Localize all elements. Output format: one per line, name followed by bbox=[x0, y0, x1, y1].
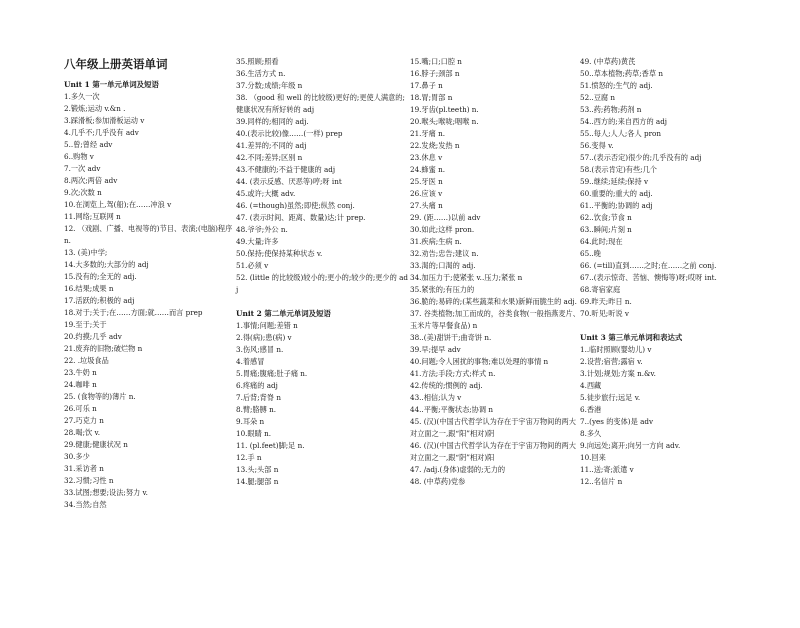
vocab-entry: 11.网络;互联网 n bbox=[64, 212, 121, 221]
vocab-entry: 50..草本植物;药草;香草 n bbox=[580, 69, 663, 78]
vocab-entry: 8.两次;两倍 adv bbox=[64, 176, 118, 185]
vocab-entry: 30.多少 bbox=[64, 452, 90, 461]
vocab-entry: 44. (表示反感、厌恶等)哼;呀 int bbox=[236, 177, 342, 186]
vocab-entry: 13. (美)中学; bbox=[64, 248, 108, 257]
vocab-entry: 43.不健康的;不益于健康的 adj bbox=[236, 165, 336, 174]
vocab-entry: 7..(yes 的变体)是 adv bbox=[580, 417, 654, 426]
vocab-entry: 21.牙痛 n. bbox=[410, 129, 446, 138]
vocab-entry: 40.(表示比较)像……(一样) prep bbox=[236, 129, 343, 138]
vocab-entry: 56.变得 v. bbox=[580, 141, 614, 150]
vocab-entry: 64.此时;现在 bbox=[580, 237, 623, 246]
vocab-entry: 31.疾病;生病 n. bbox=[410, 237, 462, 246]
vocab-entry: 2.设营;宿营;露宿 v. bbox=[580, 357, 643, 366]
vocab-entry: 16.脖子;颈部 n bbox=[410, 69, 460, 78]
vocab-entry: 36.脆的;易碎的;(某些蔬菜和水果)新鲜而脆生的 adj. bbox=[410, 297, 577, 306]
vocab-entry: 5..曾;曾经 adv bbox=[64, 140, 113, 149]
unit-heading: Unit 3 第三单元单词和表达式 bbox=[580, 333, 683, 342]
unit-heading: Unit 1 第一单元单词及短语 bbox=[64, 80, 159, 89]
vocab-entry: 8.多久 bbox=[580, 429, 602, 438]
column-1 bbox=[64, 52, 236, 511]
vocab-entry: 3.计划;规划;方案 n.&v. bbox=[580, 369, 656, 378]
vocab-entry: 5.胃痛;腹痛;肚子痛 n. bbox=[236, 369, 308, 378]
vocab-entry: 2.锻炼;运动 v.&n . bbox=[64, 104, 126, 113]
vocab-entry: 52. (little 的比较级)较小的;更小的;较少的;更少的 adj bbox=[236, 273, 408, 294]
vocab-entry: 41.差异的;不同的 adj bbox=[236, 141, 307, 150]
column-3 bbox=[410, 56, 582, 488]
vocab-entry: 29. (距……)以前 adv bbox=[410, 213, 481, 222]
vocab-entry: 66. (=till)直到……之时;在……之前 conj. bbox=[580, 261, 717, 270]
vocab-entry: 20.喉头;喉咙;咽喉 n. bbox=[410, 117, 479, 126]
vocab-entry: 6.香港 bbox=[580, 405, 602, 414]
document-title: 八年级上册英语单词 bbox=[64, 57, 168, 71]
vocab-entry: 12. （戏剧、广播、电视等的)节目、表演;(电脑)程序 n. bbox=[64, 224, 233, 245]
vocab-entry: 7.后背;背脊 n bbox=[236, 393, 281, 402]
vocab-entry: 48. (中草药)党参 bbox=[410, 477, 466, 486]
vocab-entry: 51.愤怒的;生气的 adj. bbox=[580, 81, 653, 90]
vocab-entry: 37.分数;成绩;年级 n bbox=[236, 81, 303, 90]
vocab-entry: 3.伤风;感冒 n. bbox=[236, 345, 284, 354]
vocab-entry: 27.头痛 n bbox=[410, 201, 443, 210]
vocab-entry: 65..晚 bbox=[580, 249, 601, 258]
vocab-entry: 47. (表示时间、距离、数量)达;计 prep. bbox=[236, 213, 366, 222]
column-2 bbox=[236, 56, 408, 488]
vocab-entry: 10.在浏览上,驾(船);在……冲浪 v bbox=[64, 200, 172, 209]
vocab-entry: 38. （good 和 well 的比较级)更好的;更使人满意的;健康状况有所好转的 adj bbox=[236, 93, 405, 114]
vocab-entry: 46. (汉)(中国古代哲学认为存在于宇宙万物间的两大对立面之一,跟“阴”相对)阳 bbox=[410, 441, 576, 462]
vocab-entry: 10.回来 bbox=[580, 453, 606, 462]
vocab-entry: 16.结果;成果 n bbox=[64, 284, 114, 293]
vocab-entry: 24.咖啡 n bbox=[64, 380, 97, 389]
vocab-entry: 6..购物 v bbox=[64, 152, 94, 161]
vocab-entry: 32.劝告;忠告;建议 n. bbox=[410, 249, 479, 258]
vocab-entry: 14.大多数的;大部分的 adj bbox=[64, 260, 149, 269]
vocab-entry: 46. (=though)虽然;即使;纵然 conj. bbox=[236, 201, 355, 210]
vocab-entry: 38..(美)甜饼干;曲奇饼 n. bbox=[410, 333, 492, 342]
vocab-entry: 48.爷爷;外公 n. bbox=[236, 225, 288, 234]
vocab-entry: 30.如此;这样 pron. bbox=[410, 225, 475, 234]
vocab-entry: 69.昨天;昨日 n. bbox=[580, 297, 632, 306]
vocab-entry: 40.问题;令人困扰的事物;难以处理的事情 n bbox=[410, 357, 549, 366]
vocab-entry: 55..每人;人人;各人 pron bbox=[580, 129, 661, 138]
vocab-entry: 51.必须 v bbox=[236, 261, 269, 270]
vocab-entry: 9.耳朵 n bbox=[236, 417, 265, 426]
vocab-entry: 62..饮食;节食 n bbox=[580, 213, 632, 222]
vocab-entry: 19.至于;关于 bbox=[64, 320, 107, 329]
vocab-entry: 63..瞬间;片刻 n bbox=[580, 225, 632, 234]
vocab-entry: 35.照顾;照看 bbox=[236, 57, 279, 66]
vocab-entry: 44..平衡;平衡状态;协调 n bbox=[410, 405, 493, 414]
vocab-entry: 42.传统的;惯例的 adj. bbox=[410, 381, 483, 390]
vocab-entry: 34.当然;自然 bbox=[64, 500, 107, 509]
vocab-entry: 11. (pl.feet)脚;足 n. bbox=[236, 441, 305, 450]
vocab-entry: 22. .垃圾食品 bbox=[64, 356, 109, 365]
vocab-entry: 13.头;头部 n bbox=[236, 465, 279, 474]
vocab-entry: 5.徒步旅行;远足 v. bbox=[580, 393, 641, 402]
vocab-entry: 22.发烧;发热 n bbox=[410, 141, 460, 150]
vocab-entry: 26.应该 v bbox=[410, 189, 443, 198]
vocab-entry: 47. /adj.(身体)虚弱的;无力的 bbox=[410, 465, 506, 474]
column-4 bbox=[580, 56, 752, 488]
vocab-entry: 29.健康;健康状况 n bbox=[64, 440, 128, 449]
vocab-entry: 12..名信片 n bbox=[580, 477, 623, 486]
vocab-entry: 52..豆腐 n bbox=[580, 93, 616, 102]
vocab-entry: 9.向远处;离开;向另一方向 adv. bbox=[580, 441, 681, 450]
vocab-entry: 15.嘴;口;口腔 n bbox=[410, 57, 462, 66]
vocab-entry: 11..送;寄;派遣 v bbox=[580, 465, 634, 474]
vocab-entry: 14.腿;腿部 n bbox=[236, 477, 279, 486]
vocab-entry: 10.眼睛 n. bbox=[236, 429, 272, 438]
vocab-entry: 43..相信;认为 v bbox=[410, 393, 462, 402]
vocab-entry: 4.着感冒 bbox=[236, 357, 265, 366]
vocab-entry: 25. (食物等的)薄片 n. bbox=[64, 392, 136, 401]
vocab-entry: 59..继续;延续;保持 v bbox=[580, 177, 649, 186]
vocab-entry: 2.得(病);患(病) v bbox=[236, 333, 292, 342]
vocab-entry: 39.同样的;相同的 adj. bbox=[236, 117, 309, 126]
vocab-entry: 33.渴的;口渴的 adj. bbox=[410, 261, 476, 270]
vocab-entry: 61..平衡的;协调的 adj bbox=[580, 201, 653, 210]
vocab-entry: 42.不同;差异;区别 n bbox=[236, 153, 303, 162]
vocab-entry: 49.大量;许多 bbox=[236, 237, 279, 246]
vocab-entry: 9.次;次数 n bbox=[64, 188, 102, 197]
vocab-entry: 70.听见;听说 v bbox=[580, 309, 629, 318]
vocab-entry: 32.习惯;习性 n bbox=[64, 476, 114, 485]
vocab-entry: 7.一次 adv bbox=[64, 164, 101, 173]
vocab-entry: 8.臂;胳膊 n. bbox=[236, 405, 277, 414]
vocab-entry: 26.可乐 n bbox=[64, 404, 97, 413]
vocab-entry: 28.喝;饮 v. bbox=[64, 428, 101, 437]
vocab-entry: 17.鼻子 n bbox=[410, 81, 443, 90]
vocab-entry: 20.约摸;几乎 adv bbox=[64, 332, 122, 341]
vocab-entry: 21.废弃的旧物;破烂物 n bbox=[64, 344, 143, 353]
vocab-entry: 18.胃;胃部 n bbox=[410, 93, 453, 102]
vocab-entry: 24.蜂蜜 n. bbox=[410, 165, 446, 174]
vocab-entry: 15.没有的;全无的 adj. bbox=[64, 272, 137, 281]
vocab-entry: 54..西方的;来自西方的 adj bbox=[580, 117, 668, 126]
vocab-entry: 68.寄宿家庭 bbox=[580, 285, 621, 294]
vocab-entry: 25.牙医 n bbox=[410, 177, 443, 186]
vocab-entry: 1.事情;问题;差错 n bbox=[236, 321, 298, 330]
vocab-entry: 60.重要的;重大的 adj. bbox=[580, 189, 653, 198]
vocab-entry: 45. (汉)(中国古代哲学认为存在于宇宙万物间的两大对立面之一,跟“阳”相对)阴 bbox=[410, 417, 576, 438]
vocab-entry: 33.试图;想要;设法;努力 v. bbox=[64, 488, 148, 497]
vocab-entry: 45.或许;大概 adv. bbox=[236, 189, 296, 198]
vocab-entry: 37. 谷类植物;加工而成的，谷类食物(一般指燕麦片、玉米片等早餐食品) n bbox=[410, 309, 580, 330]
vocab-entry: 1..临时照顾(婴幼儿) v bbox=[580, 345, 652, 354]
vocab-entry: 3.踩滑板;参加滑板运动 v bbox=[64, 116, 145, 125]
vocab-entry: 23.休息 v bbox=[410, 153, 443, 162]
vocab-entry: 58.(表示肯定)有些;几个 bbox=[580, 165, 657, 174]
vocab-entry: 57..(表示否定)很少的;几乎没有的 adj bbox=[580, 153, 702, 162]
vocab-entry: 4.西藏 bbox=[580, 381, 602, 390]
unit-heading: Unit 2 第二单元单词及短语 bbox=[236, 309, 331, 318]
vocab-entry: 39.早;提早 adv bbox=[410, 345, 461, 354]
vocab-entry: 17.活跃的;积极的 adj bbox=[64, 296, 135, 305]
vocab-entry: 31.采访者 n bbox=[64, 464, 104, 473]
vocab-entry: 50.保持;使保持某种状态 v. bbox=[236, 249, 323, 258]
vocab-entry: 49. (中草药)黄芪 bbox=[580, 57, 636, 66]
vocab-entry: 41.方法;手段;方式;样式 n. bbox=[410, 369, 496, 378]
vocab-entry: 23.牛奶 n bbox=[64, 368, 97, 377]
vocab-entry: 36.生活方式 n. bbox=[236, 69, 286, 78]
vocab-entry: 19.牙齿(pl.teeth) n. bbox=[410, 105, 479, 114]
vocab-entry: 67..(表示惊奇、苦恼、懊悔等)呀;哎呀 int. bbox=[580, 273, 717, 282]
vocab-entry: 4.几乎不;几乎没有 adv bbox=[64, 128, 139, 137]
vocab-entry: 35.紧张的;有压力的 bbox=[410, 285, 475, 294]
vocab-entry: 6.疼痛的 adj bbox=[236, 381, 278, 390]
vocab-entry: 34.加压力于;使紧张 v..压力;紧张 n bbox=[410, 273, 523, 282]
vocab-entry: 53..药;药物;药剂 n bbox=[580, 105, 642, 114]
vocab-entry: 12.手 n bbox=[236, 453, 262, 462]
vocab-entry: 1.多久一次 bbox=[64, 92, 100, 101]
vocab-entry: 18.对于;关于;在……方面;就……而言 prep bbox=[64, 308, 203, 317]
vocab-entry: 27.巧克力 n bbox=[64, 416, 104, 425]
